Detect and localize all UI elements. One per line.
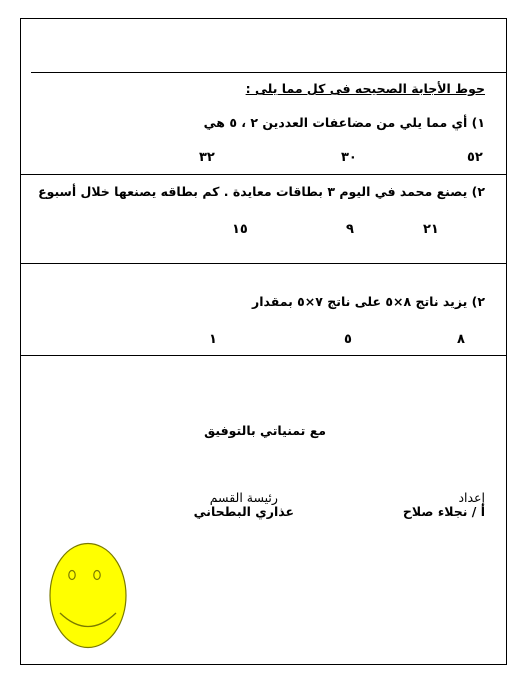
question-1-option-2[interactable]: ٣٠ [341,150,357,165]
prepared-by-name: أ / نجلاء صلاح [402,504,485,519]
question-2-option-2[interactable]: ٩ [346,222,354,237]
question-3-option-1[interactable]: ٨ [457,332,465,347]
question-1-option-3[interactable]: ٣٢ [199,150,215,165]
question-2-option-3[interactable]: ١٥ [232,222,248,237]
department-head-name: عذاري البطحاني [193,504,294,519]
instruction-heading: حوط الأجابة الصحيحه فى كل مما يلى : [245,81,485,96]
question-2-option-1[interactable]: ٢١ [423,222,439,237]
question-1-option-1[interactable]: ٥٢ [467,150,483,165]
question-3-option-3[interactable]: ١ [209,332,217,347]
question-3-option-2[interactable]: ٥ [344,332,352,347]
prepared-by-label: إعداد [458,490,485,505]
divider-q3 [20,355,507,356]
smiley-face-circle [50,544,126,648]
prepared-by-block [403,491,485,519]
divider-top [31,72,507,73]
divider-q1 [20,174,507,175]
department-head-label: رئيسة القسم [209,490,278,505]
closing-wishes: مع تمنياتي بالتوفيق [204,423,326,438]
smiley-face-icon [48,541,128,650]
question-1-text: ١) أي مما يلي من مضاعفات العددين ٢ ، ٥ هي [203,115,485,130]
department-head-block [194,491,294,519]
divider-q2 [20,263,507,264]
question-3-text: ٢) يزيد ناتج ٨×٥ على ناتج ٧×٥ بمقدار [252,294,485,309]
question-2-text: ٢) يصنع محمد في اليوم ٣ بطاقات معايدة . كم بطاقه يصنعها خلال أسبوع [38,184,485,199]
